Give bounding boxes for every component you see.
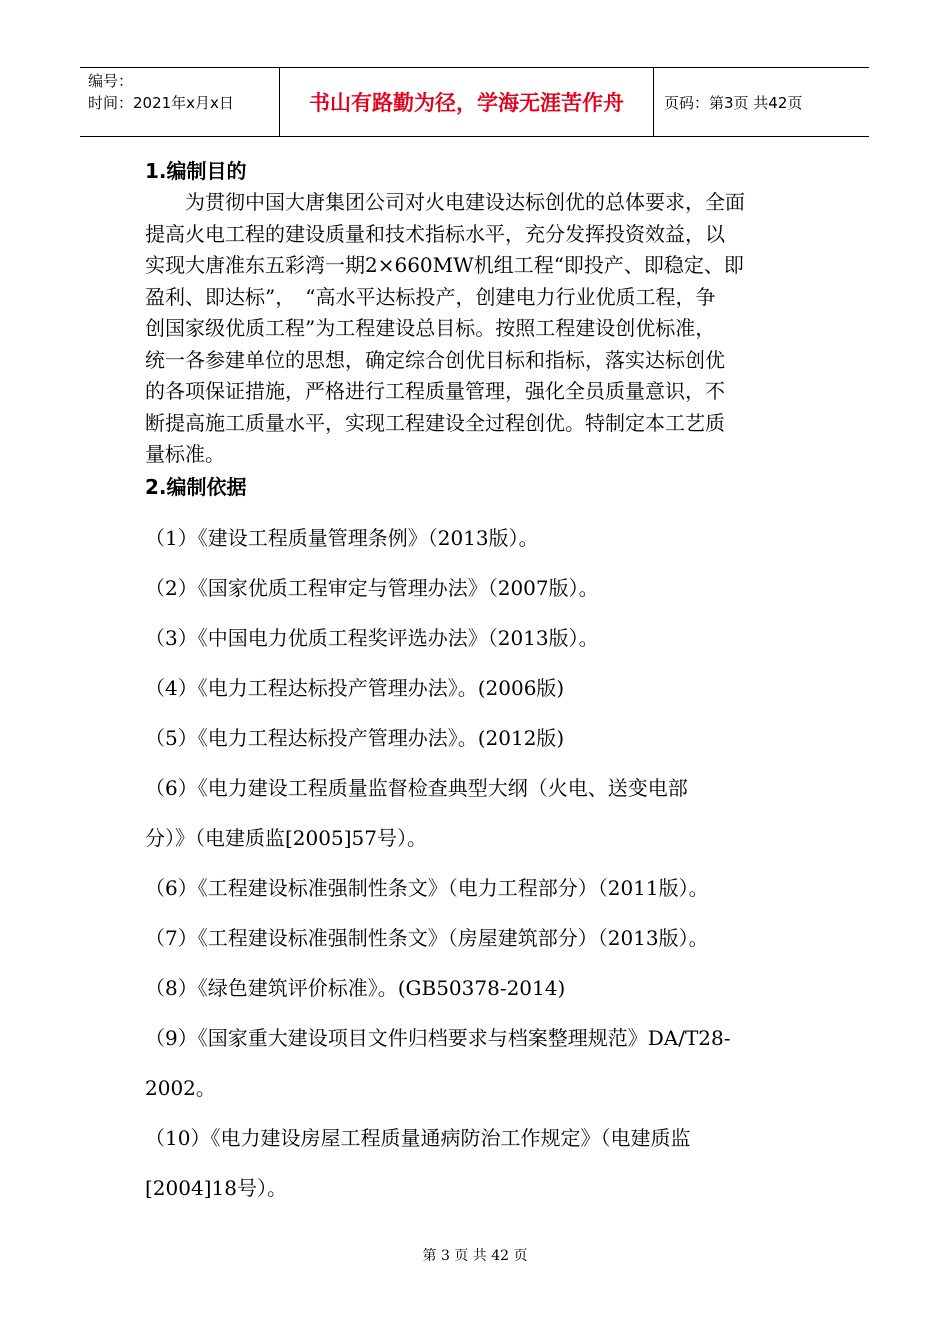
reference-item: （3）《中国电力优质工程奖评选办法》（2013版）。: [145, 625, 599, 650]
paragraph-line: 盈利、即达标”， “高水平达标投产，创建电力行业优质工程，争: [145, 284, 716, 309]
reference-item-continued: 2002。: [145, 1075, 216, 1100]
reference-item: （1）《建设工程质量管理条例》（2013版）。: [145, 525, 539, 550]
reference-item: （4）《电力工程达标投产管理办法》。(2006版): [145, 675, 565, 700]
reference-item: （6）《电力建设工程质量监督检查典型大纲（火电、送变电部: [145, 775, 688, 800]
reference-item: （7）《工程建设标准强制性条文》（房屋建筑部分）（2013版）。: [145, 925, 709, 950]
paragraph-line: 的各项保证措施，严格进行工程质量管理，强化全员质量意识，不: [145, 379, 725, 403]
reference-item: （8）《绿色建筑评价标准》。(GB50378-2014): [145, 975, 566, 1000]
reference-item-continued: 分）》（电建质监[2005]57号）。: [145, 825, 427, 850]
reference-list: [145, 513, 810, 1213]
reference-item-continued: [2004]18号）。: [145, 1175, 287, 1200]
paragraph-line: 创国家级优质工程”为工程建设总目标。按照工程建设创优标准，: [145, 316, 716, 340]
header-left-cell: [80, 68, 280, 136]
header-page-info: 页码：第3页 共42页: [664, 93, 803, 112]
document-number-label: 编号：: [88, 72, 134, 90]
header-table: [80, 67, 869, 137]
paragraph-line: 实现大唐准东五彩湾一期2×660MW机组工程“即投产、即稳定、即: [145, 253, 744, 277]
page-footer: 第 3 页 共 42 页: [422, 1248, 528, 1264]
section-2-title: 2.编制依据: [145, 474, 247, 499]
document-body: [145, 155, 810, 1213]
reference-item: （2）《国家优质工程审定与管理办法》（2007版）。: [145, 575, 599, 600]
paragraph-line: 断提高施工质量水平，实现工程建设全过程创优。特制定本工艺质: [145, 410, 725, 435]
header-motto: 书山有路勤为径，学海无涯苦作舟: [280, 68, 654, 136]
section-1-title: 1.编制目的: [145, 159, 247, 183]
document-time-label: 时间：2021年x月x日: [88, 94, 234, 112]
paragraph-line: 统一各参建单位的思想，确定综合创优目标和指标，落实达标创优: [145, 347, 725, 372]
paragraph-line: 为贯彻中国大唐集团公司对火电建设达标创优的总体要求，全面: [145, 190, 745, 214]
paragraph-line: 提高火电工程的建设质量和技术指标水平，充分发挥投资效益，以: [145, 221, 725, 246]
reference-item: （5）《电力工程达标投产管理办法》。(2012版): [145, 725, 565, 750]
section-1-paragraph: [145, 187, 810, 471]
reference-item: （10）《电力建设房屋工程质量通病防治工作规定》（电建质监: [145, 1125, 691, 1150]
reference-item: （6）《工程建设标准强制性条文》（电力工程部分）（2011版）。: [145, 875, 709, 900]
reference-item: （9）《国家重大建设项目文件归档要求与档案整理规范》DA/T28-: [145, 1025, 731, 1050]
paragraph-line: 量标准。: [145, 442, 225, 466]
